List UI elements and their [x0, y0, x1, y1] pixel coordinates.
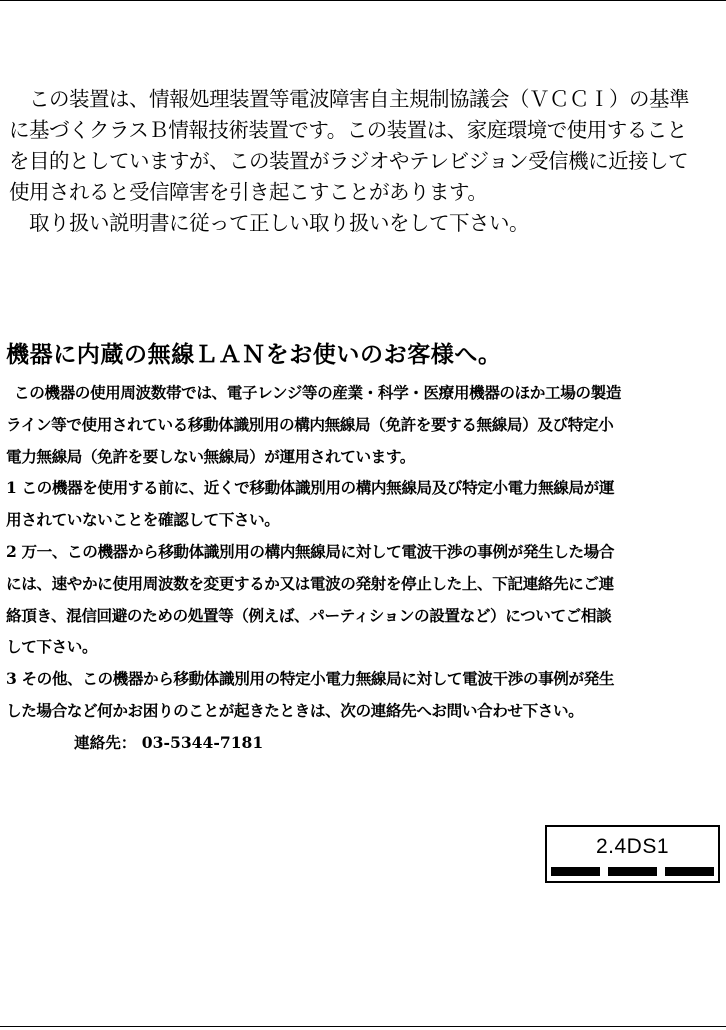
wireless-line: 2 万一、この機器から移動体識別用の構内無線局に対して電波干渉の事例が発生した場合: [6, 541, 615, 561]
vcci-line: この装置は、情報処理装置等電波障害自主規制協議会（ＶＣＣＩ）の基準: [9, 87, 689, 111]
badge-label: 2.4DS1: [595, 835, 670, 858]
top-rule: [0, 0, 726, 1]
wireless-line: 電力無線局（免許を要しない無線局）が運用されています。: [6, 446, 415, 466]
wireless-notice-body: [6, 377, 722, 727]
wireless-notice-title: 機器に内蔵の無線ＬＡＮをお使いのお客様へ。: [6, 341, 502, 368]
wireless-line: した場合など何かお困りのことが起きたときは、次の連絡先へお問い合わせ下さい。: [6, 700, 584, 720]
vcci-line: 使用されると受信障害を引き起こすことがあります。: [9, 180, 488, 204]
vcci-notice: [9, 84, 721, 239]
wireless-line: 3 その他、この機器から移動体識別用の特定小電力無線局に対して電波干渉の事例が発生: [6, 669, 615, 689]
badge-bar: [665, 867, 714, 876]
badge-bars: [551, 867, 714, 876]
contact-phone: 連絡先： 03-5344-7181: [74, 732, 264, 752]
wireless-line: 1 この機器を使用する前に、近くで移動体識別用の構内無線局及び特定小電力無線局が運: [6, 478, 615, 498]
wireless-line: この機器の使用周波数帯では、電子レンジ等の産業・科学・医療用機器のほか工場の製造: [14, 383, 621, 402]
wireless-lan-notice: [6, 339, 722, 759]
wireless-line: には、速やかに使用周波数を変更するか又は電波の発射を停止した上、下記連絡先にご連: [6, 573, 614, 593]
bottom-rule: [0, 1026, 726, 1027]
badge-bar: [551, 867, 600, 876]
badge-bar: [608, 867, 657, 876]
frequency-badge: [545, 825, 720, 883]
wireless-line: ライン等で使用されている移動体識別用の構内無線局（免許を要する無線局）及び特定小: [6, 414, 614, 434]
wireless-line: 絡頂き、混信回避のための処置等（例えば、パーティションの設置など）についてご相談: [6, 605, 612, 625]
vcci-line: 取り扱い説明書に従って正しい取り扱いをして下さい。: [9, 211, 529, 235]
vcci-line: に基づくクラスＢ情報技術装置です。この装置は、家庭環境で使用すること: [9, 118, 687, 142]
wireless-line: 用されていないことを確認して下さい。: [6, 510, 280, 530]
vcci-line: を目的としていますが、この装置がラジオやテレビジョン受信機に近接して: [9, 149, 689, 173]
wireless-line: して下さい。: [6, 637, 98, 657]
